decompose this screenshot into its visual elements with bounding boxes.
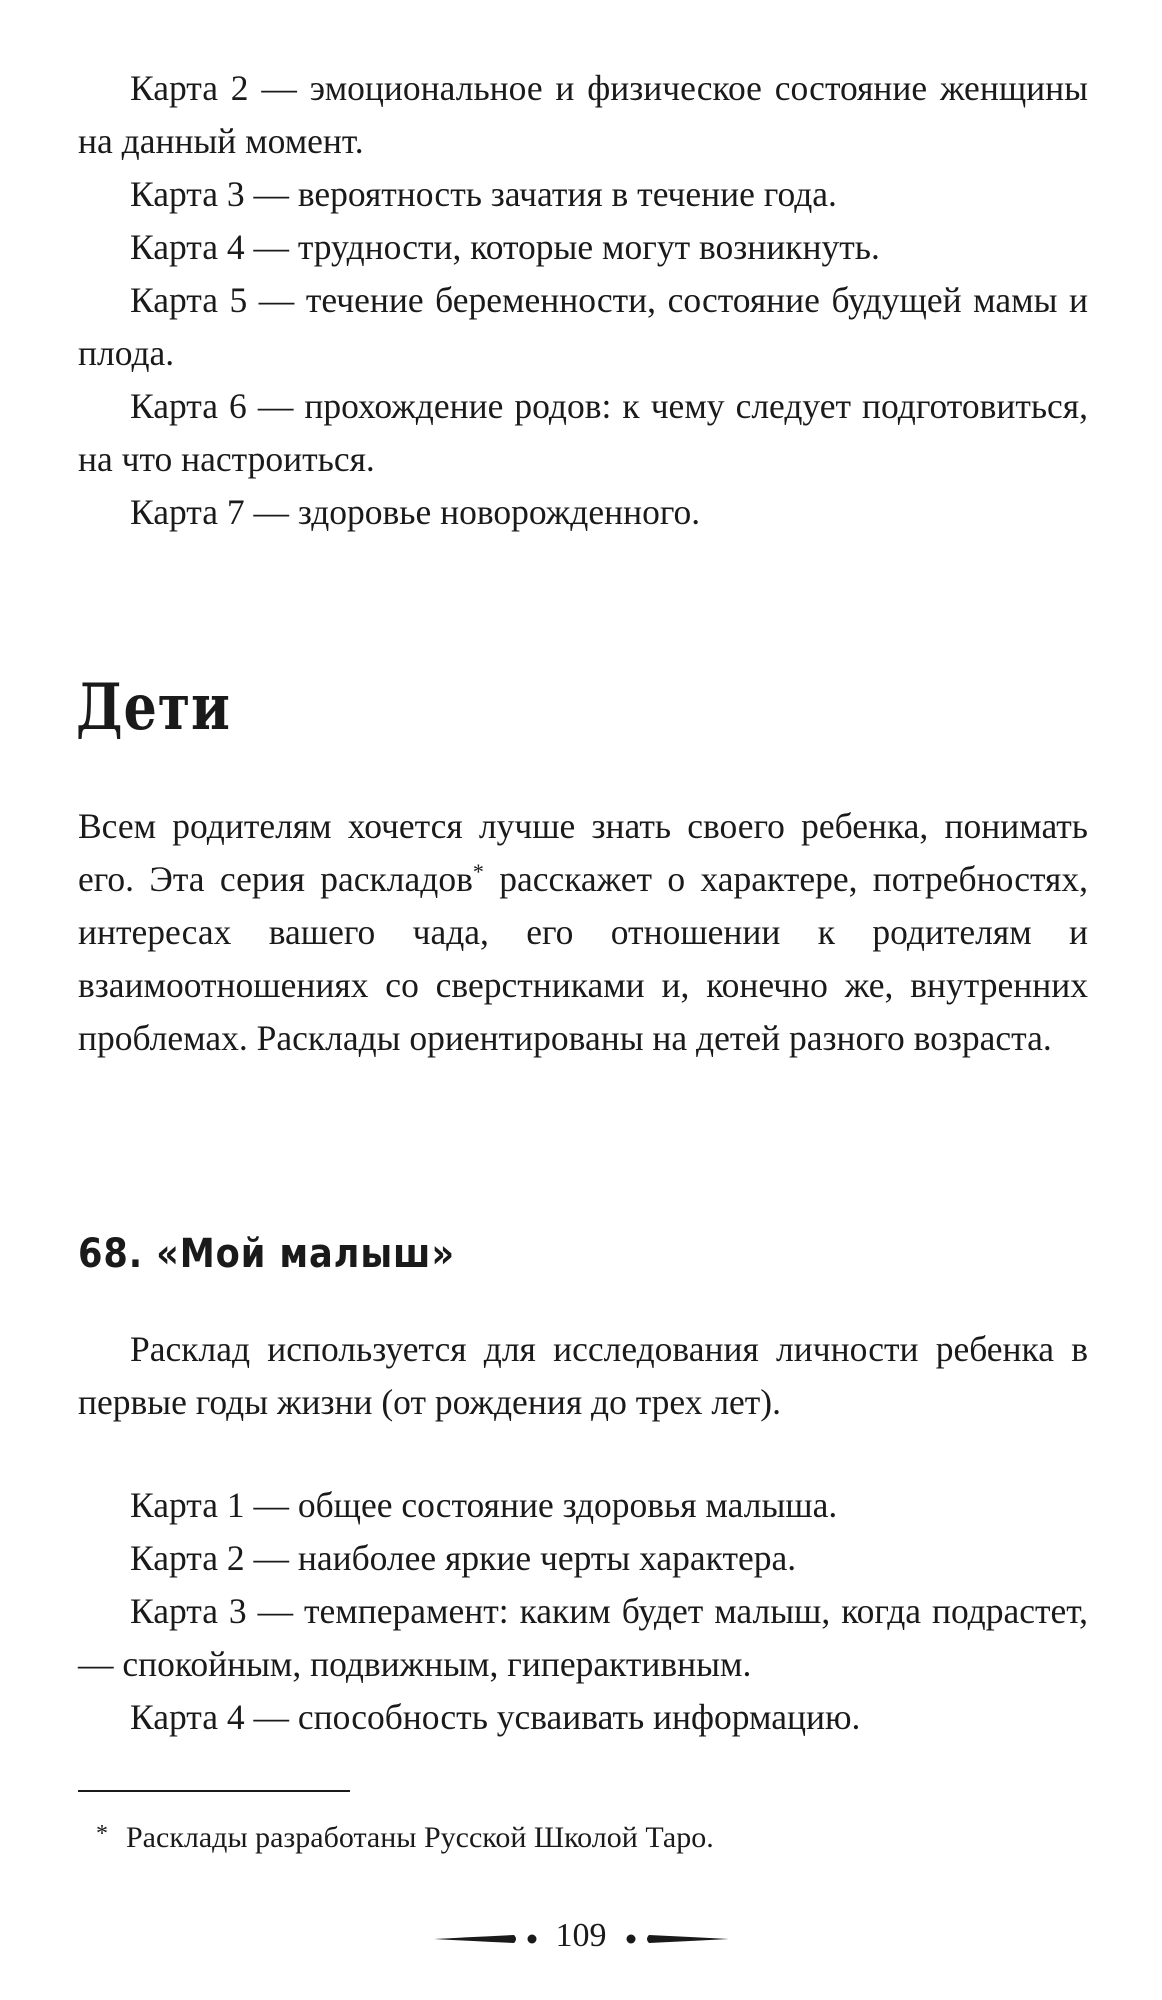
spread-title: 68. «Мой малыш» [78, 1231, 455, 1277]
card-line-6: Карта 6 — прохождение родов: к чему следует подготовиться, на что настроиться. [78, 386, 1088, 479]
card-line-3: Карта 3 — вероятность зачатия в течение года. [130, 174, 837, 214]
card-line-5: Карта 5 — течение беременности, состояние будущей мамы и плода. [78, 280, 1088, 373]
spread-card-1: Карта 1 — общее состояние здоровья малыша. [130, 1485, 838, 1525]
spread-card-list [78, 1479, 1088, 1744]
footnote-text: Расклады разработаны Русской Школой Таро. [126, 1821, 714, 1854]
spread-card-3: Карта 3 — темперамент: каким будет малыш, когда подрастет, — спокойным, подвижным, гиперактивным. [78, 1591, 1088, 1684]
footnote-marker: * [96, 1821, 108, 1847]
spread-card-4: Карта 4 — способность усваивать информацию. [130, 1697, 861, 1737]
card-line-7: Карта 7 — здоровье новорожденного. [130, 492, 701, 532]
page-number: 109 [555, 1917, 607, 1954]
card-line-4: Карта 4 — трудности, которые могут возникнуть. [130, 227, 880, 267]
section-title: Дети [76, 670, 231, 745]
section-intro [78, 800, 1088, 1065]
spread-description-text: Расклад используется для исследования личности ребенка в первые годы жизни (от рождения до трех лет). [78, 1329, 1088, 1422]
card-line-2: Карта 2 — эмоциональное и физическое состояние женщины на данный момент. [78, 68, 1088, 161]
spread-description [78, 1323, 1088, 1429]
top-card-list [78, 62, 1088, 539]
footnote-divider [78, 1790, 350, 1792]
right-ornament-icon [621, 1912, 731, 1960]
section-intro-paragraph [78, 800, 1088, 1065]
footnote [96, 1812, 714, 1860]
footnote-reference: * [472, 859, 484, 884]
left-ornament-icon [432, 1912, 542, 1960]
spread-card-2: Карта 2 — наиболее яркие черты характера. [130, 1538, 797, 1578]
intro-text-part2: расскажет о характере, потребностях, интересах вашего чада, его отношении к родителям и взаимоотношениях со сверстниками и, конечно же, внутренних проблемах. Расклады ориентированы на детей разного возраста. [78, 859, 1088, 1058]
page-footer [0, 1912, 1162, 1960]
intro-text-part1: Всем родителям хочется лучше знать своего ребенка, понимать его. Эта серия раскладов [78, 806, 1088, 899]
